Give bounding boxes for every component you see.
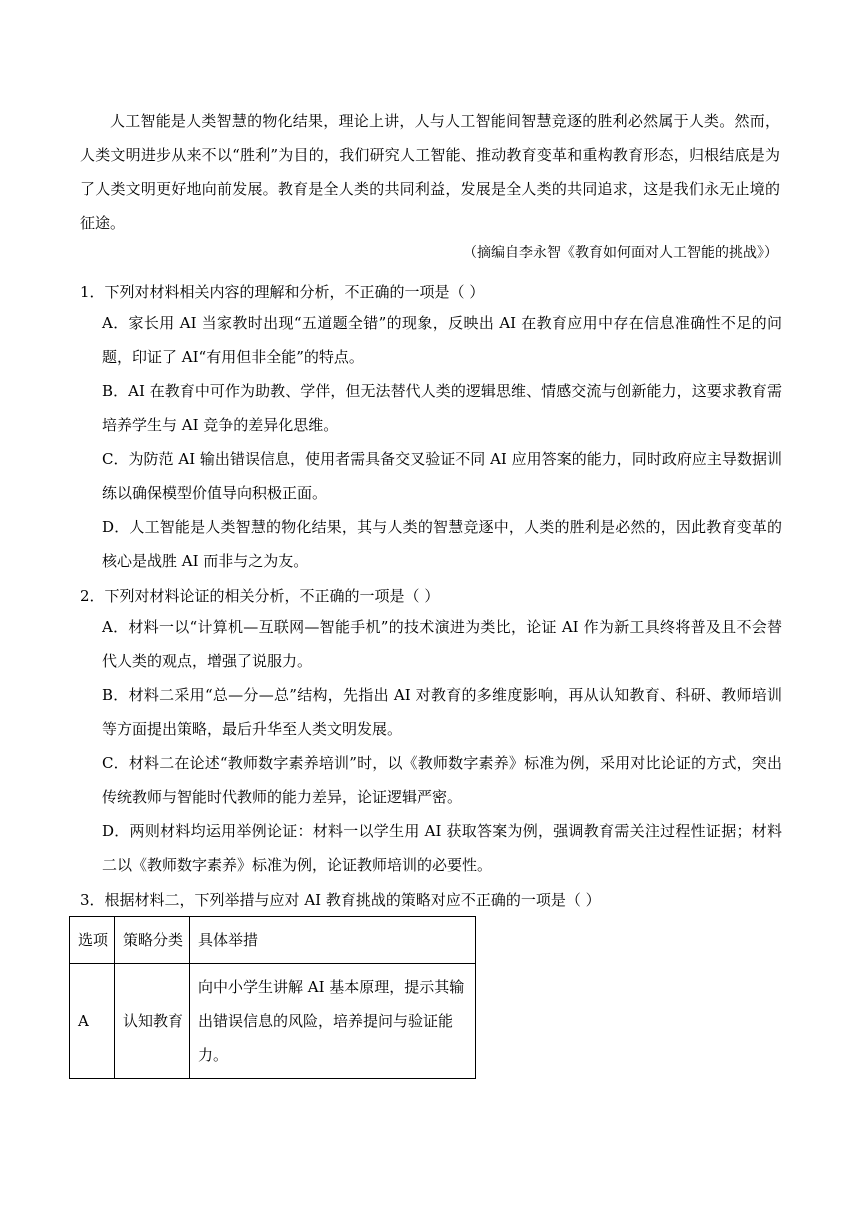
strategy-table <box>69 916 476 1079</box>
question-3-stem: 3．根据材料二，下列举措与应对 AI 教育挑战的策略对应不正确的一项是（ ） <box>80 891 601 909</box>
question-1-option-c: C．为防范 AI 输出错误信息，使用者需具备交叉验证不同 AI 应用答案的能力，同时政府应主导数据训练以确保模型价值导向积极正面。 <box>102 450 782 502</box>
question-2-stem: 2．下列对材料论证的相关分析，不正确的一项是（ ） <box>80 587 440 605</box>
question-1-stem: 1．下列对材料相关内容的理解和分析，不正确的一项是（ ） <box>80 283 485 301</box>
question-1-option-a: A．家长用 AI 当家教时出现“五道题全错”的现象，反映出 AI 在教育应用中存在信息准确性不足的问题，印证了 AI“有用但非全能”的特点。 <box>102 314 782 366</box>
table-cell: 向中小学生讲解 AI 基本原理，提示其输出错误信息的风险，培养提问与验证能力。 <box>190 964 476 1079</box>
table-row <box>70 964 476 1079</box>
table-cell: A <box>70 964 115 1079</box>
source-citation: （摘编自李永智《教育如何面对人工智能的挑战》） <box>463 245 778 261</box>
question-2-option-a: A．材料一以“计算机—互联网—智能手机”的技术演进为类比，论证 AI 作为新工具终将普及且不会替代人类的观点，增强了说服力。 <box>102 618 782 670</box>
question-1-option-d: D．人工智能是人类智慧的物化结果，其与人类的智慧竞逐中，人类的胜利是必然的，因此教育变革的核心是战胜 AI 而非与之为友。 <box>102 518 782 570</box>
question-2-option-d: D．两则材料均运用举例论证：材料一以学生用 AI 获取答案为例，强调教育需关注过程性证据；材料二以《教师数字素养》标准为例，论证教师培训的必要性。 <box>102 822 782 874</box>
question-1-option-b: B．AI 在教育中可作为助教、学伴，但无法替代人类的逻辑思维、情感交流与创新能力，这要求教育需培养学生与 AI 竞争的差异化思维。 <box>102 382 782 434</box>
passage-paragraph: 人工智能是人类智慧的物化结果，理论上讲，人与人工智能间智慧竞逐的胜利必然属于人类。然而，人类文明进步从来不以“胜利”为目的，我们研究人工智能、推动教育变革和重构教育形态，归根结底是为了人类文明更好地向前发展。教育是全人类的共同利益，发展是全人类的共同追求，这是我们永无止境的征途。 <box>80 112 780 232</box>
table-header-cell: 策略分类 <box>115 917 190 964</box>
table-header-cell: 选项 <box>70 917 115 964</box>
table-header-row <box>70 917 476 964</box>
table-cell: 认知教育 <box>115 964 190 1079</box>
question-2-option-c: C．材料二在论述“教师数字素养培训”时，以《教师数字素养》标准为例，采用对比论证的方式，突出传统教师与智能时代教师的能力差异，论证逻辑严密。 <box>102 754 782 806</box>
question-2-option-b: B．材料二采用“总—分—总”结构，先指出 AI 对教育的多维度影响，再从认知教育、科研、教师培训等方面提出策略，最后升华至人类文明发展。 <box>102 686 782 738</box>
table-header-cell: 具体举措 <box>190 917 476 964</box>
